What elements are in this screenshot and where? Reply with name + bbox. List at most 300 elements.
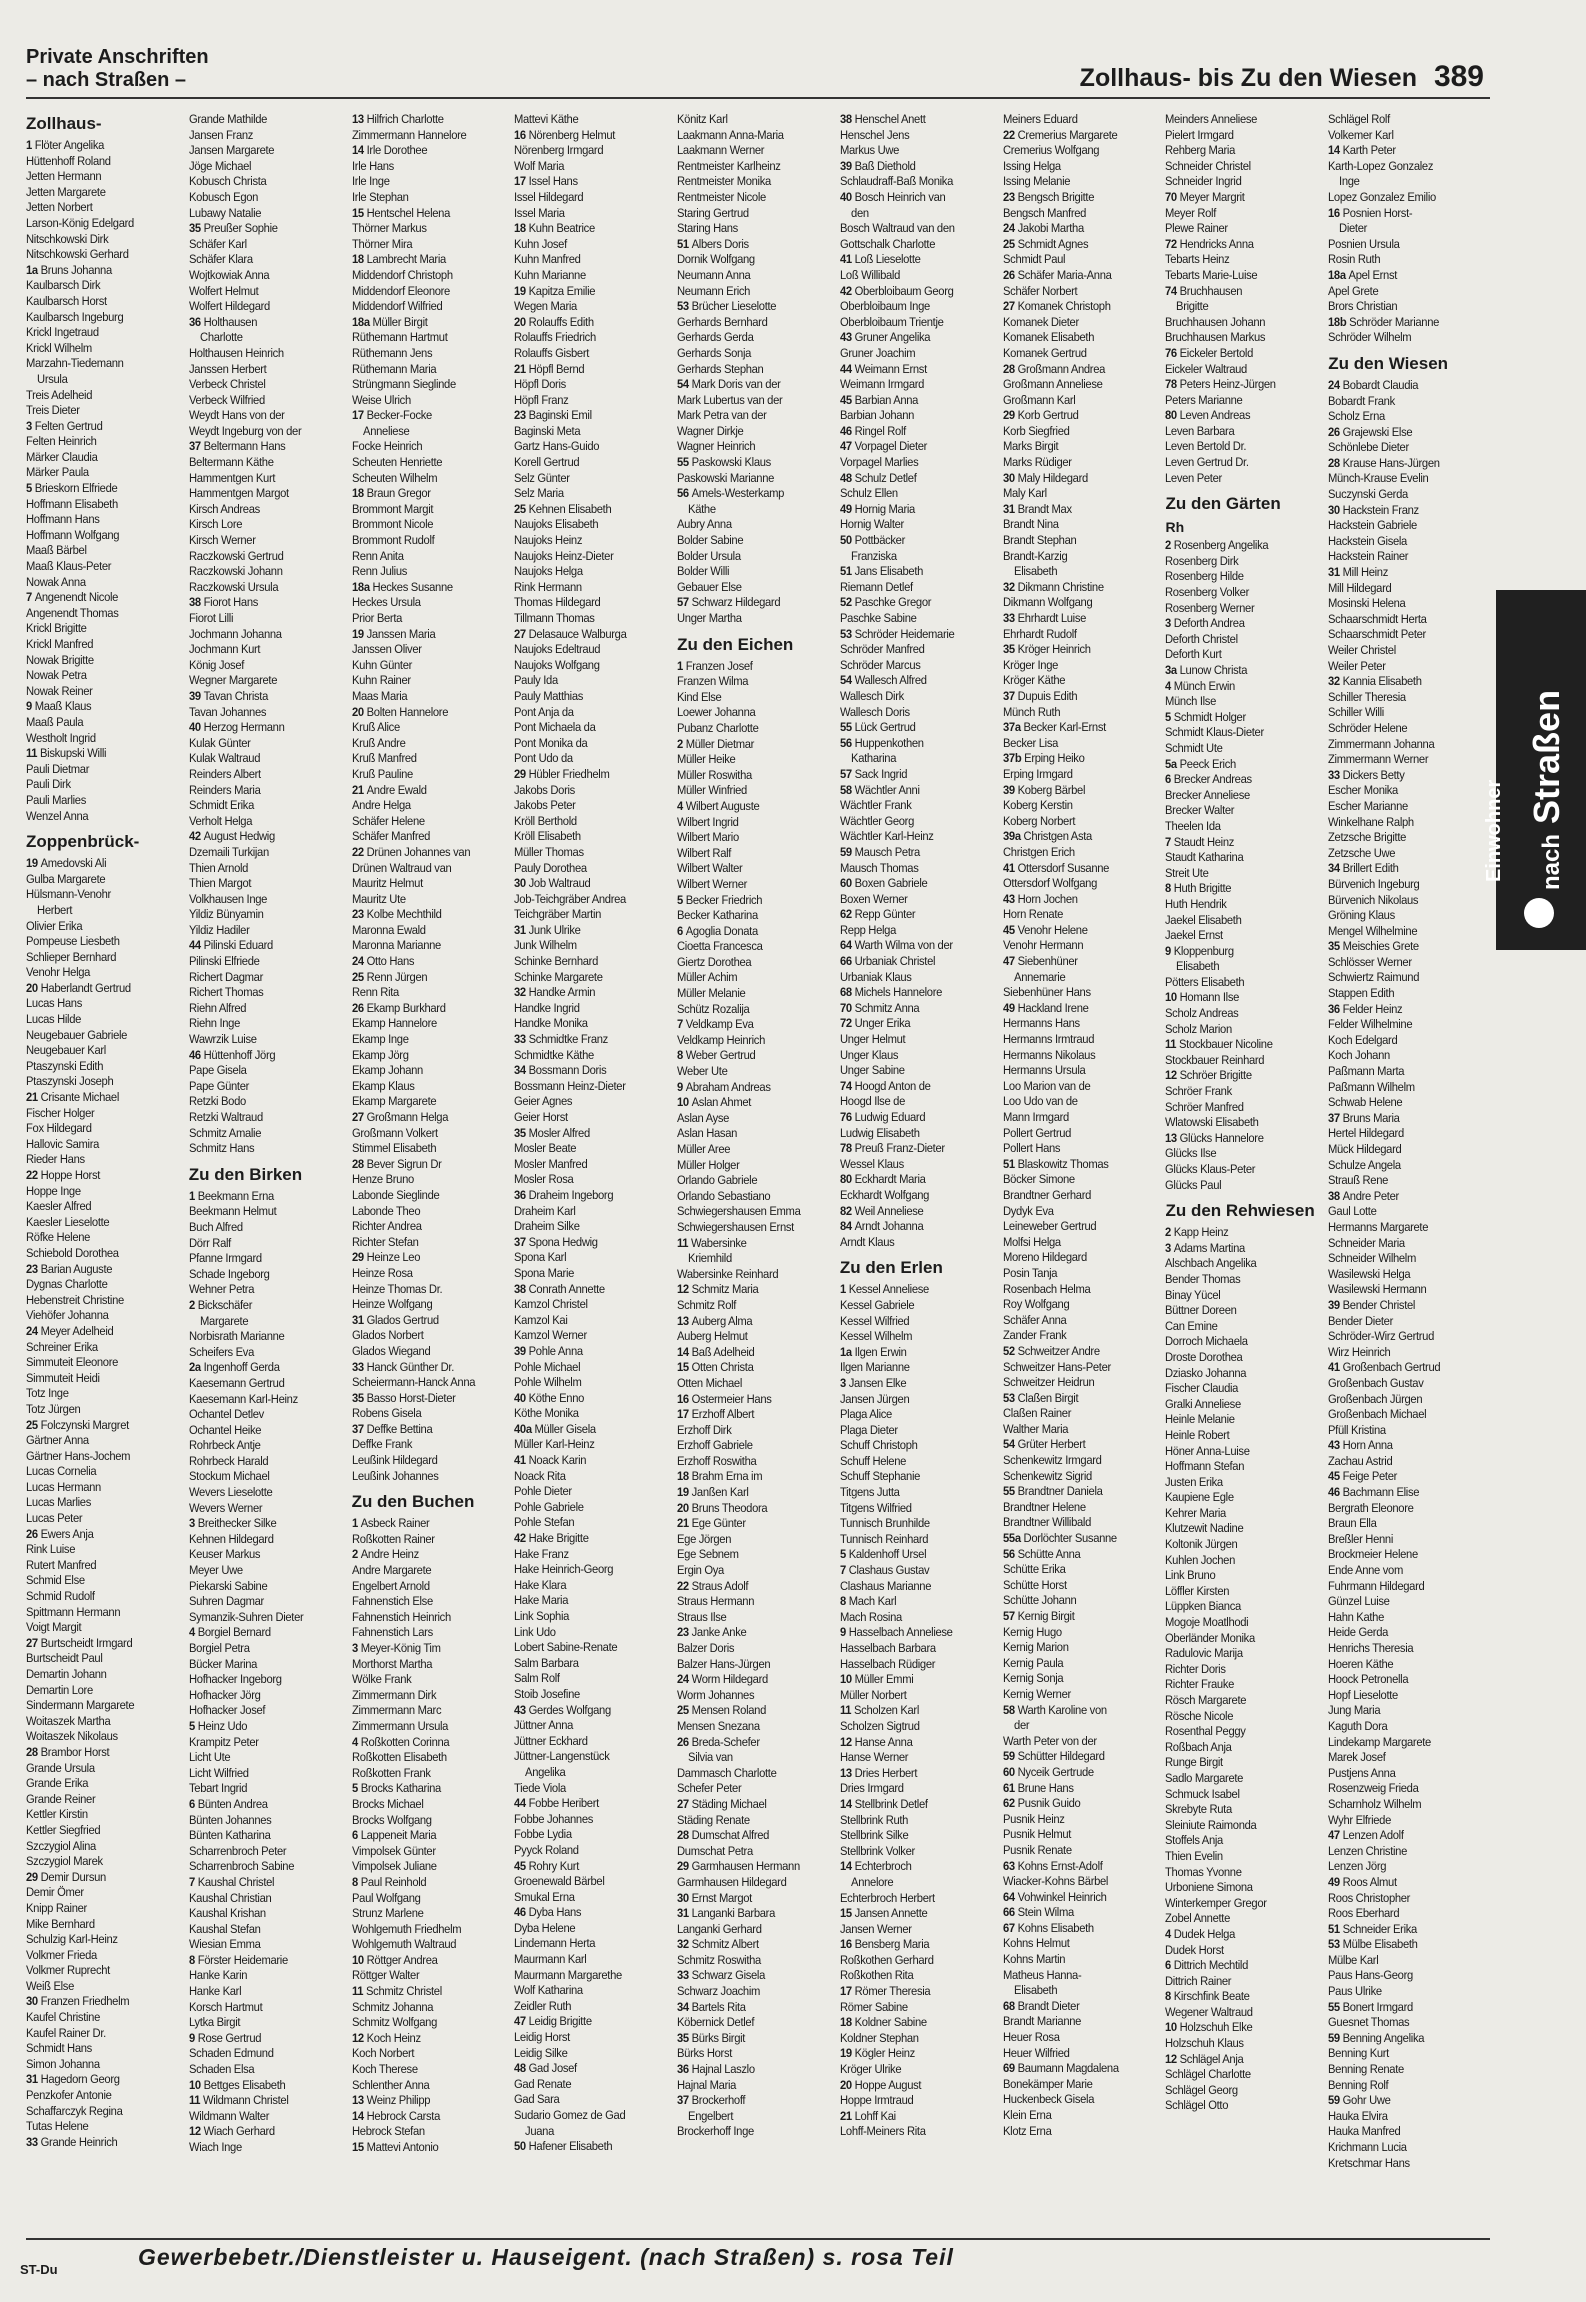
resident-entry: Höpfl Franz — [514, 392, 569, 407]
resident-entry: Gerhards Gerda — [677, 330, 754, 345]
resident-entry: Loo Marion van de — [1002, 1078, 1091, 1093]
resident-entry: Schinke Bernhard — [514, 954, 599, 969]
resident-entry: Oberbloibaum Inge — [839, 299, 930, 314]
resident-entry: Kettler Siegfried — [26, 1822, 101, 1837]
resident-entry: Kaesemann Gertrud — [188, 1375, 285, 1390]
resident-entry: 59 Gohr Uwe — [1328, 2093, 1391, 2108]
resident-entry: 74 Hoogd Anton de — [839, 1078, 931, 1093]
resident-entry: 13 Glücks Hannelore — [1165, 1130, 1265, 1145]
resident-entry: Hofhacker Jörg — [188, 1687, 261, 1702]
house-number: 3 — [1165, 616, 1175, 631]
house-number: 32 — [1002, 579, 1018, 594]
resident-entry: 23 Kolbe Mechthild — [351, 907, 442, 922]
resident-entry: 31 Brandt Max — [1002, 501, 1072, 516]
resident-entry: Naujoks Edeltraud — [514, 642, 601, 657]
house-number: 35 — [677, 2030, 692, 2045]
resident-entry: Reinders Maria — [188, 782, 261, 797]
resident-entry: Lindekamp Margarete — [1328, 1734, 1432, 1749]
resident-entry: Schröder Marcus — [839, 657, 921, 672]
resident-entry: Renn Rita — [351, 985, 399, 1000]
resident-entry: 37b Erping Heiko — [1002, 751, 1085, 766]
house-number: 10 — [1165, 2020, 1181, 2035]
resident-entry: 64 Vohwinkel Heinrich — [1002, 1889, 1107, 1904]
resident-entry: Schlaudraff-Baß Monika — [839, 174, 953, 189]
resident-entry: 8 Weber Gertrud — [677, 1048, 756, 1063]
resident-entry: Stimmel Elisabeth — [351, 1141, 436, 1156]
resident-entry: Müller Winfried — [677, 783, 748, 798]
house-number: 24 — [26, 1323, 41, 1338]
resident-entry: Neugebauer Gabriele — [26, 1027, 128, 1042]
resident-entry: Wolf Katharina — [514, 1983, 584, 1998]
resident-entry: Zetzsche Brigitte — [1328, 830, 1407, 845]
resident-entry: 10 Bettges Elisabeth — [188, 2077, 286, 2092]
resident-entry: Klein Erna — [1002, 2108, 1052, 2122]
resident-entry: Großenbach Michael — [1328, 1407, 1427, 1422]
tab-dot-icon — [1524, 898, 1554, 928]
resident-entry: 67 Kohns Elisabeth — [1002, 1920, 1094, 1935]
resident-entry: Hoffmann Stefan — [1165, 1459, 1245, 1474]
house-number: 23 — [351, 907, 367, 922]
resident-entry: 35 Preußer Sophie — [188, 221, 278, 236]
resident-entry: Müller Achim — [677, 970, 738, 985]
resident-entry: 57 Schwarz Hildegard — [677, 595, 781, 610]
resident-entry: 36 Hajnal Laszlo — [677, 2062, 755, 2077]
entry-continuation: Inge — [1339, 174, 1360, 189]
resident-entry: Stockbauer Reinhard — [1165, 1052, 1265, 1067]
resident-entry: Eickeler Waltraud — [1165, 361, 1248, 376]
resident-entry: Leidig Horst — [514, 2030, 571, 2045]
street-heading: Zollhaus- — [26, 114, 102, 133]
house-number: 48 — [839, 470, 855, 485]
resident-entry: Rieder Hans — [26, 1152, 85, 1167]
resident-entry: Echterbroch Herbert — [839, 1890, 935, 1905]
resident-entry: Grande Ursula — [26, 1760, 95, 1775]
resident-entry: Schreiner Erika — [26, 1339, 98, 1354]
resident-entry: 8 Kirschfink Beate — [1165, 1989, 1251, 2004]
resident-entry: 12 Schlägel Anja — [1165, 2051, 1244, 2066]
resident-entry: Escher Marianne — [1328, 798, 1409, 813]
resident-entry: Köbernick Detlef — [677, 2015, 755, 2030]
resident-entry: Schneider Ingrid — [1165, 174, 1242, 189]
resident-entry: 2 Andre Heinz — [351, 1547, 419, 1562]
resident-entry: Woitaszek Martha — [26, 1713, 111, 1728]
resident-entry: Kohns Martin — [1002, 1952, 1065, 1967]
resident-entry: Meyer Uwe — [188, 1563, 243, 1578]
resident-entry: Naujoks Elisabeth — [514, 517, 599, 532]
house-number: 8 — [677, 1048, 686, 1063]
street-heading: Zu den Buchen — [351, 1492, 475, 1512]
entry-continuation: der — [1013, 1718, 1029, 1733]
resident-entry: Schlägel Otto — [1165, 2098, 1229, 2113]
resident-entry: Heinle Melanie — [1165, 1412, 1236, 1427]
resident-entry: Römer Sabine — [839, 1999, 908, 2014]
resident-entry: Wessel Klaus — [839, 1156, 904, 1171]
page-number: 389 — [1433, 60, 1484, 93]
resident-entry: Schmuck Isabel — [1165, 1786, 1241, 1801]
resident-entry: Buch Alfred — [188, 1219, 243, 1234]
resident-entry: Schlenther Anna — [351, 2077, 430, 2092]
column-1 — [26, 112, 184, 2232]
resident-entry: 11 Wildmann Christel — [188, 2093, 289, 2108]
resident-entry: 32 Dikmann Christine — [1002, 579, 1104, 594]
resident-entry: Draheim Karl — [514, 1203, 576, 1218]
house-number: 9 — [1165, 943, 1175, 958]
resident-entry: Weimann Irmgard — [839, 377, 924, 392]
resident-entry: 35 Basso Horst-Dieter — [351, 1390, 456, 1405]
resident-entry: Krampitz Peter — [188, 1734, 259, 1749]
resident-entry: Mann Irmgard — [1002, 1110, 1069, 1124]
resident-entry: Sadlo Margarete — [1165, 1770, 1244, 1785]
resident-entry: Paschke Sabine — [839, 611, 917, 625]
resident-entry: 33 Schmidtke Franz — [514, 1032, 609, 1047]
resident-entry: 56 Huppenkothen — [839, 735, 924, 750]
house-number: 6 — [351, 1828, 361, 1843]
house-number: 12 — [1165, 2051, 1181, 2066]
resident-entry: Benning Rolf — [1328, 2077, 1389, 2092]
entry-continuation: Käthe — [688, 501, 716, 516]
resident-entry: 28 Brambor Horst — [26, 1744, 110, 1759]
column-6 — [840, 112, 998, 2232]
resident-entry: Kernig Marion — [1002, 1640, 1069, 1655]
house-number: 74 — [1165, 283, 1181, 298]
house-number: 55 — [1002, 1484, 1018, 1499]
resident-entry: Kessel Wilhelm — [839, 1329, 913, 1344]
resident-entry: Wildmann Walter — [188, 2108, 269, 2123]
house-number: 53 — [1002, 1390, 1018, 1405]
resident-entry: 53 Claßen Birgit — [1002, 1390, 1078, 1405]
resident-entry: Justen Erika — [1165, 1474, 1224, 1489]
resident-entry: Stoib Josefine — [514, 1686, 581, 1701]
house-number: 27 — [677, 1796, 692, 1811]
resident-entry: Rolauffs Friedrich — [514, 330, 597, 345]
house-number: 7 — [26, 590, 35, 605]
resident-entry: Felten Heinrich — [26, 434, 97, 449]
resident-entry: 19 Kögler Heinz — [839, 2046, 915, 2061]
resident-entry: Demir Ömer — [26, 1885, 84, 1900]
resident-entry: Kirsch Lore — [188, 517, 242, 532]
house-number: 32 — [514, 985, 529, 1000]
resident-entry: Wilbert Ralf — [677, 845, 732, 860]
resident-entry: Norbisrath Marianne — [188, 1329, 285, 1344]
resident-entry: Bonekämper Marie — [1002, 2076, 1093, 2091]
resident-entry: 25 Mensen Roland — [677, 1703, 767, 1718]
resident-entry: Mück Hildegard — [1328, 1142, 1402, 1156]
resident-entry: Laakmann Anna-Maria — [677, 127, 784, 142]
house-number: 31 — [677, 1906, 692, 1921]
resident-entry: Kaesler Alfred — [26, 1199, 92, 1214]
resident-entry: 28 Bever Sigrun Dr — [351, 1156, 442, 1171]
resident-entry: Kirsch Andreas — [188, 501, 260, 516]
resident-entry: Retzki Bodo — [188, 1094, 246, 1109]
resident-entry: Rosenberg Volker — [1165, 585, 1250, 600]
house-number: 18a — [351, 579, 373, 594]
resident-entry: Eckhardt Wolfgang — [839, 1187, 929, 1202]
resident-entry: 33 Grande Heinrich — [26, 2134, 118, 2149]
resident-entry: Pauly Dorothea — [514, 860, 588, 875]
resident-entry: 35 Bürks Birgit — [677, 2030, 746, 2045]
house-number: 24 — [1002, 221, 1018, 236]
resident-entry: Raczkowski Gertrud — [188, 548, 284, 563]
house-number: 8 — [839, 1594, 849, 1609]
resident-entry: Meinders Anneliese — [1165, 112, 1258, 126]
resident-entry: 24 Bobardt Claudia — [1328, 377, 1419, 392]
house-number: 82 — [839, 1203, 855, 1218]
resident-entry: 55 Brandtner Daniela — [1002, 1484, 1103, 1499]
resident-entry: 78 Preuß Franz-Dieter — [839, 1141, 945, 1156]
resident-entry: Könitz Karl — [677, 112, 728, 126]
resident-entry: Brocks Wolfgang — [351, 1812, 432, 1827]
resident-entry: 6 Dittrich Mechtild — [1165, 1958, 1249, 1973]
resident-entry: Roßkotten Rainer — [351, 1531, 435, 1546]
resident-entry: 39 Baß Diethold — [839, 158, 916, 173]
resident-entry: Pfüll Kristina — [1328, 1422, 1387, 1437]
resident-entry: 3 Felten Gertrud — [26, 418, 103, 433]
resident-entry: Leven Peter — [1165, 470, 1223, 485]
resident-entry: Böcker Simone — [1002, 1172, 1075, 1187]
resident-entry: Kernig Werner — [1002, 1686, 1071, 1701]
resident-entry: Lenzen Christine — [1328, 1843, 1408, 1858]
resident-entry: Stellbrink Volker — [839, 1843, 915, 1858]
resident-entry: Penzkofer Antonie — [26, 2088, 112, 2103]
resident-entry: 33 Ehrhardt Luise — [1002, 611, 1086, 625]
resident-entry: 33 Hanck Günther Dr. — [351, 1359, 454, 1374]
resident-entry: Scheiermann-Hanck Anna — [351, 1375, 475, 1390]
resident-entry: Unger Klaus — [839, 1047, 899, 1062]
resident-entry: 10 Homann Ilse — [1165, 990, 1240, 1005]
resident-entry: 8 Paul Reinhold — [351, 1874, 426, 1889]
house-number: 10 — [351, 1952, 367, 1967]
resident-entry: Lucas Hans — [26, 996, 82, 1011]
resident-entry: Aubry Anna — [677, 517, 732, 532]
house-number: 39 — [839, 158, 855, 173]
resident-entry: Clashaus Marianne — [839, 1578, 932, 1593]
resident-entry: 7 Veldkamp Eva — [677, 1017, 754, 1032]
resident-entry: Tavan Johannes — [188, 704, 266, 719]
house-number: 24 — [351, 954, 367, 969]
resident-entry: Kamzol Christel — [514, 1297, 589, 1312]
resident-entry: Raczkowski Johann — [188, 564, 283, 579]
resident-entry: Schmidt Ute — [1165, 740, 1223, 755]
resident-entry: Hackstein Rainer — [1328, 549, 1409, 564]
resident-entry: 39 Koberg Bärbel — [1002, 782, 1085, 797]
resident-entry: Richert Dagmar — [188, 969, 263, 984]
resident-entry: Hülsmann-Venohr — [26, 887, 111, 902]
resident-entry: Hebrock Stefan — [351, 2124, 425, 2139]
house-number: 49 — [1328, 1874, 1343, 1889]
resident-entry: Schäfer Norbert — [1002, 283, 1078, 298]
house-number: 4 — [1165, 1926, 1175, 1941]
resident-entry: 41 Noack Karin — [514, 1453, 587, 1468]
resident-entry: Wiacker-Kohns Bärbel — [1002, 1874, 1108, 1889]
house-number: 14 — [839, 1796, 855, 1811]
resident-entry: Schmitz Wolfgang — [351, 2015, 437, 2030]
resident-entry: Wlatowski Elisabeth — [1165, 1115, 1260, 1130]
entry-continuation: Margarete — [199, 1313, 249, 1328]
house-number: 43 — [514, 1702, 529, 1717]
resident-entry: Hoffmann Hans — [26, 512, 100, 527]
resident-entry: 52 Paschke Gregor — [839, 595, 932, 610]
resident-entry: 29 Heinze Leo — [351, 1250, 420, 1265]
resident-entry: Wolfert Hildegard — [188, 299, 270, 314]
resident-entry: 63 Kohns Ernst-Adolf — [1002, 1858, 1103, 1873]
house-number: 9 — [677, 1079, 686, 1094]
resident-entry: Spona Karl — [514, 1250, 567, 1265]
resident-entry: Pauly Matthias — [514, 688, 584, 703]
resident-entry: 5 Heinz Udo — [188, 1718, 247, 1733]
resident-entry: Schröer Manfred — [1165, 1099, 1245, 1114]
resident-entry: Schäfer Helene — [351, 813, 425, 828]
house-number: 44 — [839, 361, 855, 376]
resident-entry: Lohff-Meiners Rita — [839, 2124, 926, 2139]
resident-entry: 24 Worm Hildegard — [677, 1672, 769, 1687]
house-number: 52 — [1002, 1343, 1018, 1358]
resident-entry: Nörenberg Irmgard — [514, 143, 604, 158]
resident-entry: Koberg Norbert — [1002, 813, 1075, 828]
resident-entry: Hoeren Käthe — [1328, 1656, 1394, 1671]
resident-entry: Jansen Werner — [839, 1921, 912, 1936]
resident-entry: Hofhacker Josef — [188, 1703, 265, 1718]
house-number: 22 — [677, 1578, 692, 1593]
resident-entry: 1a Ilgen Erwin — [839, 1344, 907, 1359]
resident-entry: Fahnenstich Else — [351, 1594, 433, 1609]
resident-entry: Kruß Manfred — [351, 751, 417, 766]
resident-entry: Aslan Hasan — [677, 1126, 738, 1141]
resident-entry: 37 Deffke Bettina — [351, 1421, 432, 1436]
house-number: 27 — [26, 1635, 41, 1650]
resident-entry: Noack Rita — [514, 1468, 566, 1483]
house-number: 25 — [1002, 236, 1018, 251]
resident-entry: Hofhacker Ingeborg — [188, 1672, 282, 1687]
house-number: 59 — [1328, 2093, 1343, 2108]
resident-entry: 17 Becker-Focke — [351, 408, 432, 423]
resident-entry: 62 Repp Günter — [839, 907, 916, 922]
resident-entry: Guesnet Thomas — [1328, 2015, 1410, 2030]
resident-entry: Sudario Gomez de Gad — [514, 2108, 626, 2122]
resident-entry: 39 Bender Christel — [1328, 1297, 1416, 1312]
resident-entry: Pauli Dietmar — [26, 761, 90, 776]
resident-entry: Kettler Kirstin — [26, 1807, 88, 1822]
resident-entry: Schmitz Rolf — [677, 1297, 737, 1312]
house-number: 35 — [1002, 642, 1018, 657]
entry-continuation: Charlotte — [199, 330, 243, 345]
resident-entry: Ende Anne vom — [1328, 1563, 1404, 1578]
resident-entry: Oberländer Monika — [1165, 1630, 1256, 1645]
resident-entry: 38 Fiorot Hans — [188, 595, 258, 610]
resident-entry: Brandtner Gerhard — [1002, 1187, 1091, 1202]
resident-entry: Geier Agnes — [514, 1094, 573, 1109]
resident-entry: Peters Marianne — [1165, 392, 1243, 407]
resident-entry: Günzel Luise — [1328, 1594, 1390, 1609]
resident-entry: Olivier Erika — [26, 918, 83, 933]
resident-entry: Gärtner Anna — [26, 1433, 89, 1448]
resident-entry: Deffke Frank — [351, 1437, 412, 1452]
house-number: 41 — [514, 1453, 529, 1468]
house-number: 6 — [1165, 772, 1175, 787]
resident-entry: Fahnenstich Lars — [351, 1625, 433, 1640]
resident-entry: Binay Yücel — [1165, 1287, 1221, 1302]
house-number: 21 — [677, 1516, 692, 1531]
column-8 — [1165, 112, 1323, 2232]
entry-continuation: Ursula — [37, 371, 68, 386]
resident-entry: Kaufel Rainer Dr. — [26, 2025, 106, 2040]
resident-entry: 57 Sack Ingrid — [839, 766, 908, 781]
resident-entry: Schneider Maria — [1328, 1235, 1406, 1250]
house-number: 62 — [839, 907, 855, 922]
house-number: 16 — [839, 1937, 855, 1952]
resident-entry: Koldner Stephan — [839, 2030, 919, 2045]
resident-entry: Nowak Anna — [26, 574, 86, 589]
resident-entry: 2 Rosenberg Angelika — [1165, 538, 1269, 553]
house-number: 40 — [188, 720, 204, 735]
resident-entry: 70 Schmitz Anna — [839, 1000, 920, 1015]
resident-entry: 34 Brillert Edith — [1328, 861, 1399, 876]
house-number: 12 — [351, 2030, 367, 2045]
resident-entry: Naujoks Heinz — [514, 533, 583, 548]
resident-entry: Schmitz Amalie — [188, 1125, 261, 1140]
house-number: 6 — [1165, 1958, 1175, 1973]
resident-entry: Thien Margot — [188, 876, 251, 891]
resident-entry: Sindermann Margarete — [26, 1698, 135, 1713]
resident-entry: Cremerius Wolfgang — [1002, 143, 1099, 158]
resident-entry: Breßler Henni — [1328, 1531, 1394, 1546]
house-number: 42 — [514, 1531, 529, 1546]
resident-entry: 58 Warth Karoline von — [1002, 1702, 1107, 1717]
house-number: 10 — [188, 2077, 204, 2092]
resident-entry: Mosler Rosa — [514, 1172, 574, 1187]
resident-entry: Labonde Sieglinde — [351, 1187, 439, 1202]
resident-entry: 44 Weimann Ernst — [839, 361, 927, 376]
resident-entry: 13 Auberg Alma — [677, 1313, 753, 1328]
resident-entry: Wohlgemuth Waltraud — [351, 1937, 456, 1952]
resident-entry: Müller Thomas — [514, 844, 585, 859]
resident-entry: Koch Johann — [1328, 1048, 1391, 1063]
resident-entry: 8 Mach Karl — [839, 1594, 897, 1609]
resident-entry: 49 Roos Almut — [1328, 1874, 1398, 1889]
resident-entry: Wilbert Mario — [677, 830, 739, 845]
resident-entry: Pollert Hans — [1002, 1141, 1060, 1156]
resident-entry: Reinders Albert — [188, 766, 261, 781]
resident-entry: Escher Monika — [1328, 783, 1399, 798]
resident-entry: 21 Crisante Michael — [26, 1090, 119, 1105]
resident-entry: Kaulbarsch Horst — [26, 293, 107, 308]
resident-entry: Schwarz Joachim — [677, 1984, 761, 1999]
resident-entry: 30 Ernst Margot — [677, 1890, 753, 1905]
house-number: 19 — [514, 283, 529, 298]
resident-entry: Ottersdorf Wolfgang — [1002, 876, 1097, 891]
house-number: 12 — [188, 2124, 204, 2139]
resident-entry: 3 Jansen Elke — [839, 1375, 907, 1390]
resident-entry: Erzhoff Gabriele — [677, 1438, 753, 1453]
resident-entry: 1 Kessel Anneliese — [839, 1282, 929, 1297]
resident-entry: 59 Schütter Hildegard — [1002, 1749, 1105, 1764]
resident-entry: Gruner Joachim — [839, 345, 916, 360]
resident-entry: 51 Jans Elisabeth — [839, 564, 923, 579]
resident-entry: Szczygiol Marek — [26, 1854, 103, 1869]
resident-entry: Staring Gertrud — [677, 205, 749, 220]
resident-entry: 28 Dumschat Alfred — [677, 1828, 770, 1843]
resident-entry: Bürvenich Nikolaus — [1328, 892, 1419, 907]
house-number: 4 — [351, 1734, 361, 1749]
resident-entry: 31 Langanki Barbara — [677, 1906, 776, 1921]
resident-entry: Zimmermann Johanna — [1328, 736, 1435, 751]
resident-entry: 12 Koch Heinz — [351, 2030, 421, 2045]
house-number: 38 — [839, 112, 855, 126]
resident-entry: Scharrenbroch Sabine — [188, 1859, 294, 1874]
resident-entry: Fahnenstich Heinrich — [351, 1609, 451, 1624]
house-number: 17 — [839, 1984, 855, 1999]
resident-entry: Orlando Sebastiano — [677, 1188, 771, 1203]
resident-entry: Weiß Else — [26, 1978, 74, 1993]
